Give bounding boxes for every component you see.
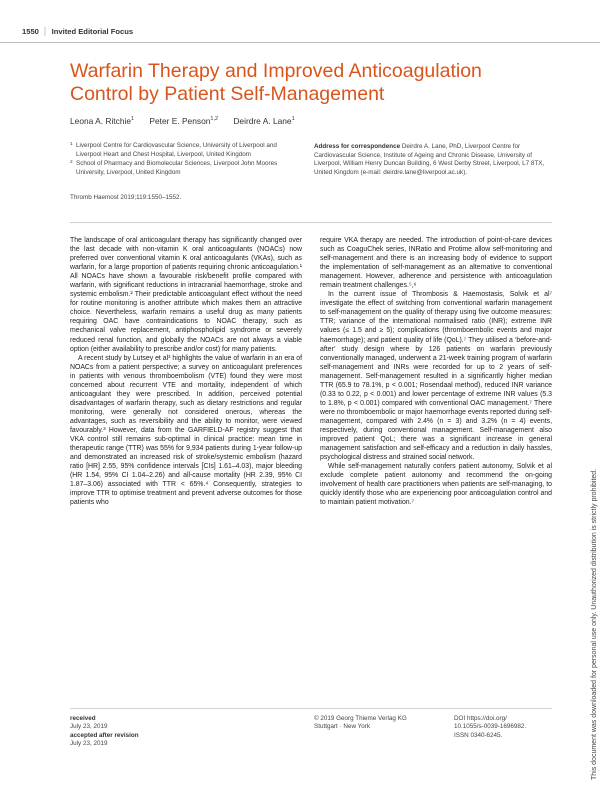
body-paragraph: require VKA therapy are needed. The introduction of point-of-care devices such as CoaguChek series, INRatio and Protime allow self-monitoring and self-management and there is an increasing body of evidence to support the implementation of self-management as an alternative to conventional management. However, adherence and persistence with anticoagulation remain treatment challenges.⁵,⁶ xyxy=(320,237,552,290)
issn: ISSN 0340-6245. xyxy=(454,731,503,739)
doi-label: DOI xyxy=(454,715,466,722)
article-title: Warfarin Therapy and Improved Anticoagulation Control by Patient Self-Management xyxy=(70,60,482,105)
received-date: July 23, 2019 xyxy=(70,723,108,731)
affiliation: 2 School of Pharmacy and Biomolecular Sciences, Liverpool John Moores University, Liverpool, United Kingdom xyxy=(70,160,278,176)
body-paragraph: In the current issue of Thrombosis & Haemostasis, Solvik et al⁷ investigate the effect of switching from conventional warfarin management to self-management on the quality of therapy using five outcome measures: TTR; variance of the international normalised ratio (INR); extreme INR values (≤ 1.5 and ≥ 5); complications (thromboembolic events and major haemorrhage); and patient quality of life (QoL).⁷ They utilised a ‘before-and-after’ study design where by 126 patients on warfarin previously conventionally managed, underwent a 21-week training program of warfarin self-management and INRs were recorded for up to 2 years of self-management. Self-management resulted in a significantly higher median TTR (65.9 to 78.1%, p < 0.001; Rosendaal method), reduced INR variance (0.33 to 0.22, p < 0.001) and lower percentage of extreme INR values (5.3 to 1.8%, p < 0.001) compared with conventional OAC management.⁷ There were no thromboembolic or major haemorrhage events reported during self-management, compared with 2.4% (n = 3) and 3.2% (n = 4) events, respectively, during conventional management. Self-management also improved patient QoL; there was a significant increase in general management satisfaction and self-efficacy and a reduction in daily hassles, psychological distress and strained social network. xyxy=(320,291,552,462)
body-column-left xyxy=(70,236,302,507)
author: Leona A. Ritchie$^1$ xyxy=(70,116,135,126)
section-label: Invited Editorial Focus xyxy=(51,27,134,36)
correspondence-address xyxy=(314,143,552,177)
affiliations xyxy=(70,142,302,178)
author: Peter E. Penson$^{1,2}$ xyxy=(149,116,219,126)
accepted-label: accepted after revision xyxy=(70,731,139,739)
body-column-right xyxy=(320,236,552,507)
author: Deirdre A. Lane$^1$ xyxy=(233,116,295,126)
correspondence-text: Deirdre A. Lane, PhD, Liverpool Centre for Cardiovascular Science, Institute of Ageing and Chronic Disease, University of Liverpool, William Henry Duncan Building, 6 West Derby Street, Liverpool, L7 8TX, United Kingdom (e-mail: deirdre.lane@liverpool.ac.uk). xyxy=(314,143,545,176)
header-divider xyxy=(0,42,600,43)
publisher-location: Stuttgart · New York xyxy=(314,723,370,731)
footer-divider xyxy=(70,708,552,709)
doi-info xyxy=(454,715,526,740)
author-list xyxy=(70,116,308,126)
running-head-separator: │ xyxy=(42,27,48,36)
body-paragraph: A recent study by Lutsey et al³ highlights the value of warfarin in an era of NOACs from a patient perspective; a survey on anticoagulant preferences in patients with venous thromboembolism (VTE) found they were most concerned about recurrent VTE and mortality, independent of which anticoagulant they were prescribed. In addition, perceived potential disadvantages of warfarin therapy, such as dietary restrictions and regular monitoring, were generally not considered onerous, whereas the advantages, such as reversibility and the ability to monitor, were viewed favourably.³ However, data from the GARFIELD-AF registry suggest that VKA control still remains sub-optimal in clinical practice: mean time in therapeutic range (TTR) was 55% for 9,934 patients during 1-year follow-up and demonstrated an increased risk of stroke/systemic embolism (hazard ratio [HR] 2.55, 95% confidence intervals [CIs] 1.61–4.03), major bleeding (HR 1.54, 95% CI 1.04–2.26) and all-cause mortality (HR 2.39, 95% CI 1.87–3.06) associated with TTR < 65%.⁴ Consequently, strategies to improve TTR to optimise treatment and prevent adverse outcomes for those patients who xyxy=(70,354,302,507)
submission-dates xyxy=(70,715,139,748)
doi-link[interactable]: https://doi.org/ xyxy=(466,715,507,722)
copyright: © 2019 Georg Thieme Verlag KG xyxy=(314,715,407,722)
received-label: received xyxy=(70,715,96,722)
journal-citation: Thromb Haemost 2019;119:1550–1552. xyxy=(70,194,182,201)
body-divider xyxy=(70,222,552,223)
doi-number: 10.1055/s-0039-1696982. xyxy=(454,723,527,731)
correspondence-label: Address for correspondence xyxy=(314,143,401,150)
page-number: 1550 xyxy=(22,27,39,36)
publisher-info xyxy=(314,715,407,732)
download-notice xyxy=(591,0,600,795)
download-notice-text: This document was downloaded for personal use only. Unauthorized distribution is strictly prohibited. xyxy=(591,468,598,780)
body-paragraph: The landscape of oral anticoagulant therapy has significantly changed over the last decade with non-vitamin K oral anticoagulants (NOACs) now preferred over conventional vitamin K oral anticoagulants (VKAs), such as warfarin, for a large proportion of patients requiring chronic anticoagulation.¹ All NOACs have shown a favourable risk/benefit profile compared with warfarin, with significant reductions in intracranial haemorrhage, stroke and systemic embolism.² Their predictable anticoagulant effect without the need for routine monitoring is another attribute which makes them an attractive choice. Nevertheless, warfarin remains a useful drug as many patients requiring OAC have contraindications to NOAC therapy, such as mechanical valve replacement, antiphospholipid syndrome or severely reduced renal function, and globally the NOACs are not always a viable option (either availability to prescribe and/or cost) for many patients. xyxy=(70,237,302,353)
affiliation: 1 Liverpool Centre for Cardiovascular Science, University of Liverpool and Liverpool Heart and Chest Hospital, Liverpool, United Kingdom xyxy=(70,142,277,158)
accepted-date: July 23, 2019 xyxy=(70,739,108,747)
running-head xyxy=(22,27,133,36)
body-paragraph: While self-management naturally confers patient autonomy, Solvik et al exclude complete patient autonomy and recommend the on-going involvement of health care practitioners when patients are self-managing, to quickly identify those who are experiencing poor anticoagulation control and to maintain patient motivation.⁷ xyxy=(320,463,552,507)
